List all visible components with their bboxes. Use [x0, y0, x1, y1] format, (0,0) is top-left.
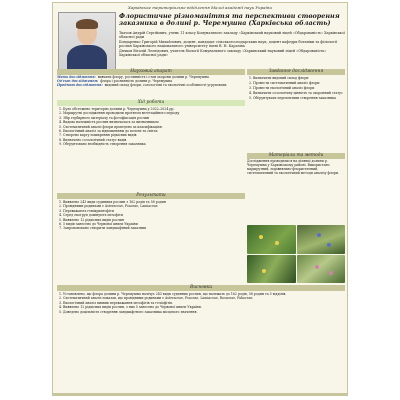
author-line: Дячков Віталій Леонідович, учитель біології Комунального закладу «Харківський науковий ліцей «Обдарованість» Харківської обласної ради» — [119, 49, 327, 58]
result-item: 3. Переважають гемікриптофіти — [63, 209, 245, 213]
result-item: 1. Виявлено 243 види судинних рослин з 162 родів та 58 родин — [63, 200, 245, 204]
task-item: 2. Провести систематичний аналіз флори — [253, 81, 345, 85]
course-item: 2. Маршрутні дослідження проводили протягом вегетаційного періоду — [63, 111, 245, 115]
task-item: 1. Визначити видовий склад флори — [253, 76, 345, 80]
flower-mark — [315, 265, 319, 269]
course-item: 5. Систематичний аналіз флори проведено за класифікацією — [63, 125, 245, 129]
course-item: 7. Створено карту поширення рідкісних видів — [63, 133, 245, 137]
footer-bar — [53, 393, 347, 395]
conclusion-item: 4. Виявлено 12 рідкісних видів рослин, з них 5 занесено до Червоної книги України. — [63, 305, 345, 309]
poster-title: Флористичне різноманіття та перспективи створення заказника в долині р. Черемушна (Харківська область) — [119, 12, 340, 27]
organizer-line: Харківське територіальне відділення Малої академії наук України — [128, 5, 272, 10]
result-item: 4. Серед екогруп домінують мезофіти — [63, 213, 245, 217]
apparatus-section — [57, 69, 245, 87]
result-item: 5. Виявлено 12 рідкісних видів рослин — [63, 218, 245, 222]
conclusions-section — [57, 285, 345, 314]
tasks-section — [247, 69, 345, 101]
plant-photo — [247, 255, 296, 284]
apparatus-label: Об'єкт дослідження: — [57, 79, 99, 83]
course-list — [57, 107, 245, 146]
tasks-heading: Завдання дослідження — [247, 69, 345, 75]
result-item: 7. Запропоновано створити ландшафтний заказник — [63, 226, 245, 230]
course-item: 8. Визначено созологічний статус видів — [63, 138, 245, 142]
results-section — [57, 193, 245, 231]
poster — [52, 2, 348, 396]
flower-mark — [262, 269, 266, 273]
flower-mark — [275, 241, 279, 245]
materials-text: Дослідження проводилися на ділянці долини р. Черемушна у Харківському районі. Використано маршрутний, порівняльно-флористичний, систематичний та екологічний методи аналізу флори. — [247, 159, 340, 175]
apparatus-row — [57, 83, 245, 87]
conclusions-heading: Висновки — [57, 285, 345, 291]
author-line: Ткачов Андрій Сергійович, учень 11 класу Комунального закладу «Харківський науковий ліцей «Обдарованість» Харківської обласної ради — [119, 31, 345, 40]
plant-photo — [297, 255, 346, 284]
materials-heading: Матеріали та методи — [247, 153, 345, 159]
apparatus-label: Мета дослідження: — [57, 75, 96, 79]
course-item: 1. Було обстежено територію долини р. Черемушна у 2022–2024 рр. — [63, 107, 245, 111]
result-item: 6. 5 видів занесено до Червоної книги України — [63, 222, 245, 226]
task-item: 3. Провести екологічний аналіз флори — [253, 86, 345, 90]
results-heading: Результати — [57, 193, 245, 199]
plant-photos — [247, 225, 345, 283]
course-item: 9. Обґрунтовано необхідність створення заказника — [63, 142, 245, 146]
plant-photo — [247, 225, 296, 254]
tasks-list — [247, 76, 345, 100]
task-item: 5. Обґрунтувати перспективи створення заказника — [253, 96, 345, 100]
results-list — [57, 200, 245, 230]
conclusion-item: 3. Екологічний аналіз виявив переважання мезофітів та геліофітів. — [63, 301, 345, 305]
author-line: Бондаренко Григорій Михайлович, доцент, кандидат сільськогосподарських наук, доцент кафедри ботаніки та фізіології рослин Харківського національного університету імені В. Н. Каразіна — [119, 40, 338, 49]
conclusion-item: 2. Систематичний аналіз показав, що провідними родинами є Asteraceae, Poaceae, Lamiaceae, Rosaceae, Fabaceae. — [63, 296, 345, 300]
apparatus-text: видовий склад флори, созологічні та екологічні особливості угруповань — [104, 83, 227, 87]
course-item: 4. Видова належність рослин визначалась за визначником — [63, 120, 245, 124]
author-photo — [58, 12, 116, 75]
conclusion-item: 1. Установлено, що флора долини р. Черемушна налічує 243 види судинних рослин, що належать до 162 родів, 58 родин та 5 відділів. — [63, 292, 345, 296]
apparatus-text: вивчити флору, рослинність і стан охорони долини р. Черемушна — [97, 75, 209, 79]
flower-mark — [327, 243, 331, 247]
flower-mark — [317, 233, 321, 237]
task-item: 4. Визначити созологічну цінність та охоронний статус — [253, 91, 345, 95]
apparatus-heading: Науковий апарат — [57, 69, 245, 75]
course-item: 6. Екологічний аналіз за відношенням до вологи та світла — [63, 129, 245, 133]
conclusions-list — [57, 292, 345, 314]
course-item: 3. Збір гербарного матеріалу та фотофіксація рослин — [63, 116, 245, 120]
conclusion-item: 5. Доведено доцільність створення ландшафтного заказника місцевого значення. — [63, 310, 345, 314]
photo-hair-shape — [76, 19, 98, 29]
materials-section — [247, 153, 345, 175]
apparatus-text: флора і рослинність долини р. Черемушна — [100, 79, 173, 83]
plant-photo — [297, 225, 346, 254]
result-item: 2. Провідними родинами є Asteraceae, Poaceae, Lamiaceae — [63, 204, 245, 208]
flower-mark — [329, 271, 333, 275]
apparatus-label: Предмет дослідження: — [57, 83, 103, 87]
course-section — [57, 100, 245, 147]
authors-block — [119, 31, 345, 58]
flower-mark — [259, 235, 263, 239]
course-heading: Хід роботи — [57, 100, 245, 106]
